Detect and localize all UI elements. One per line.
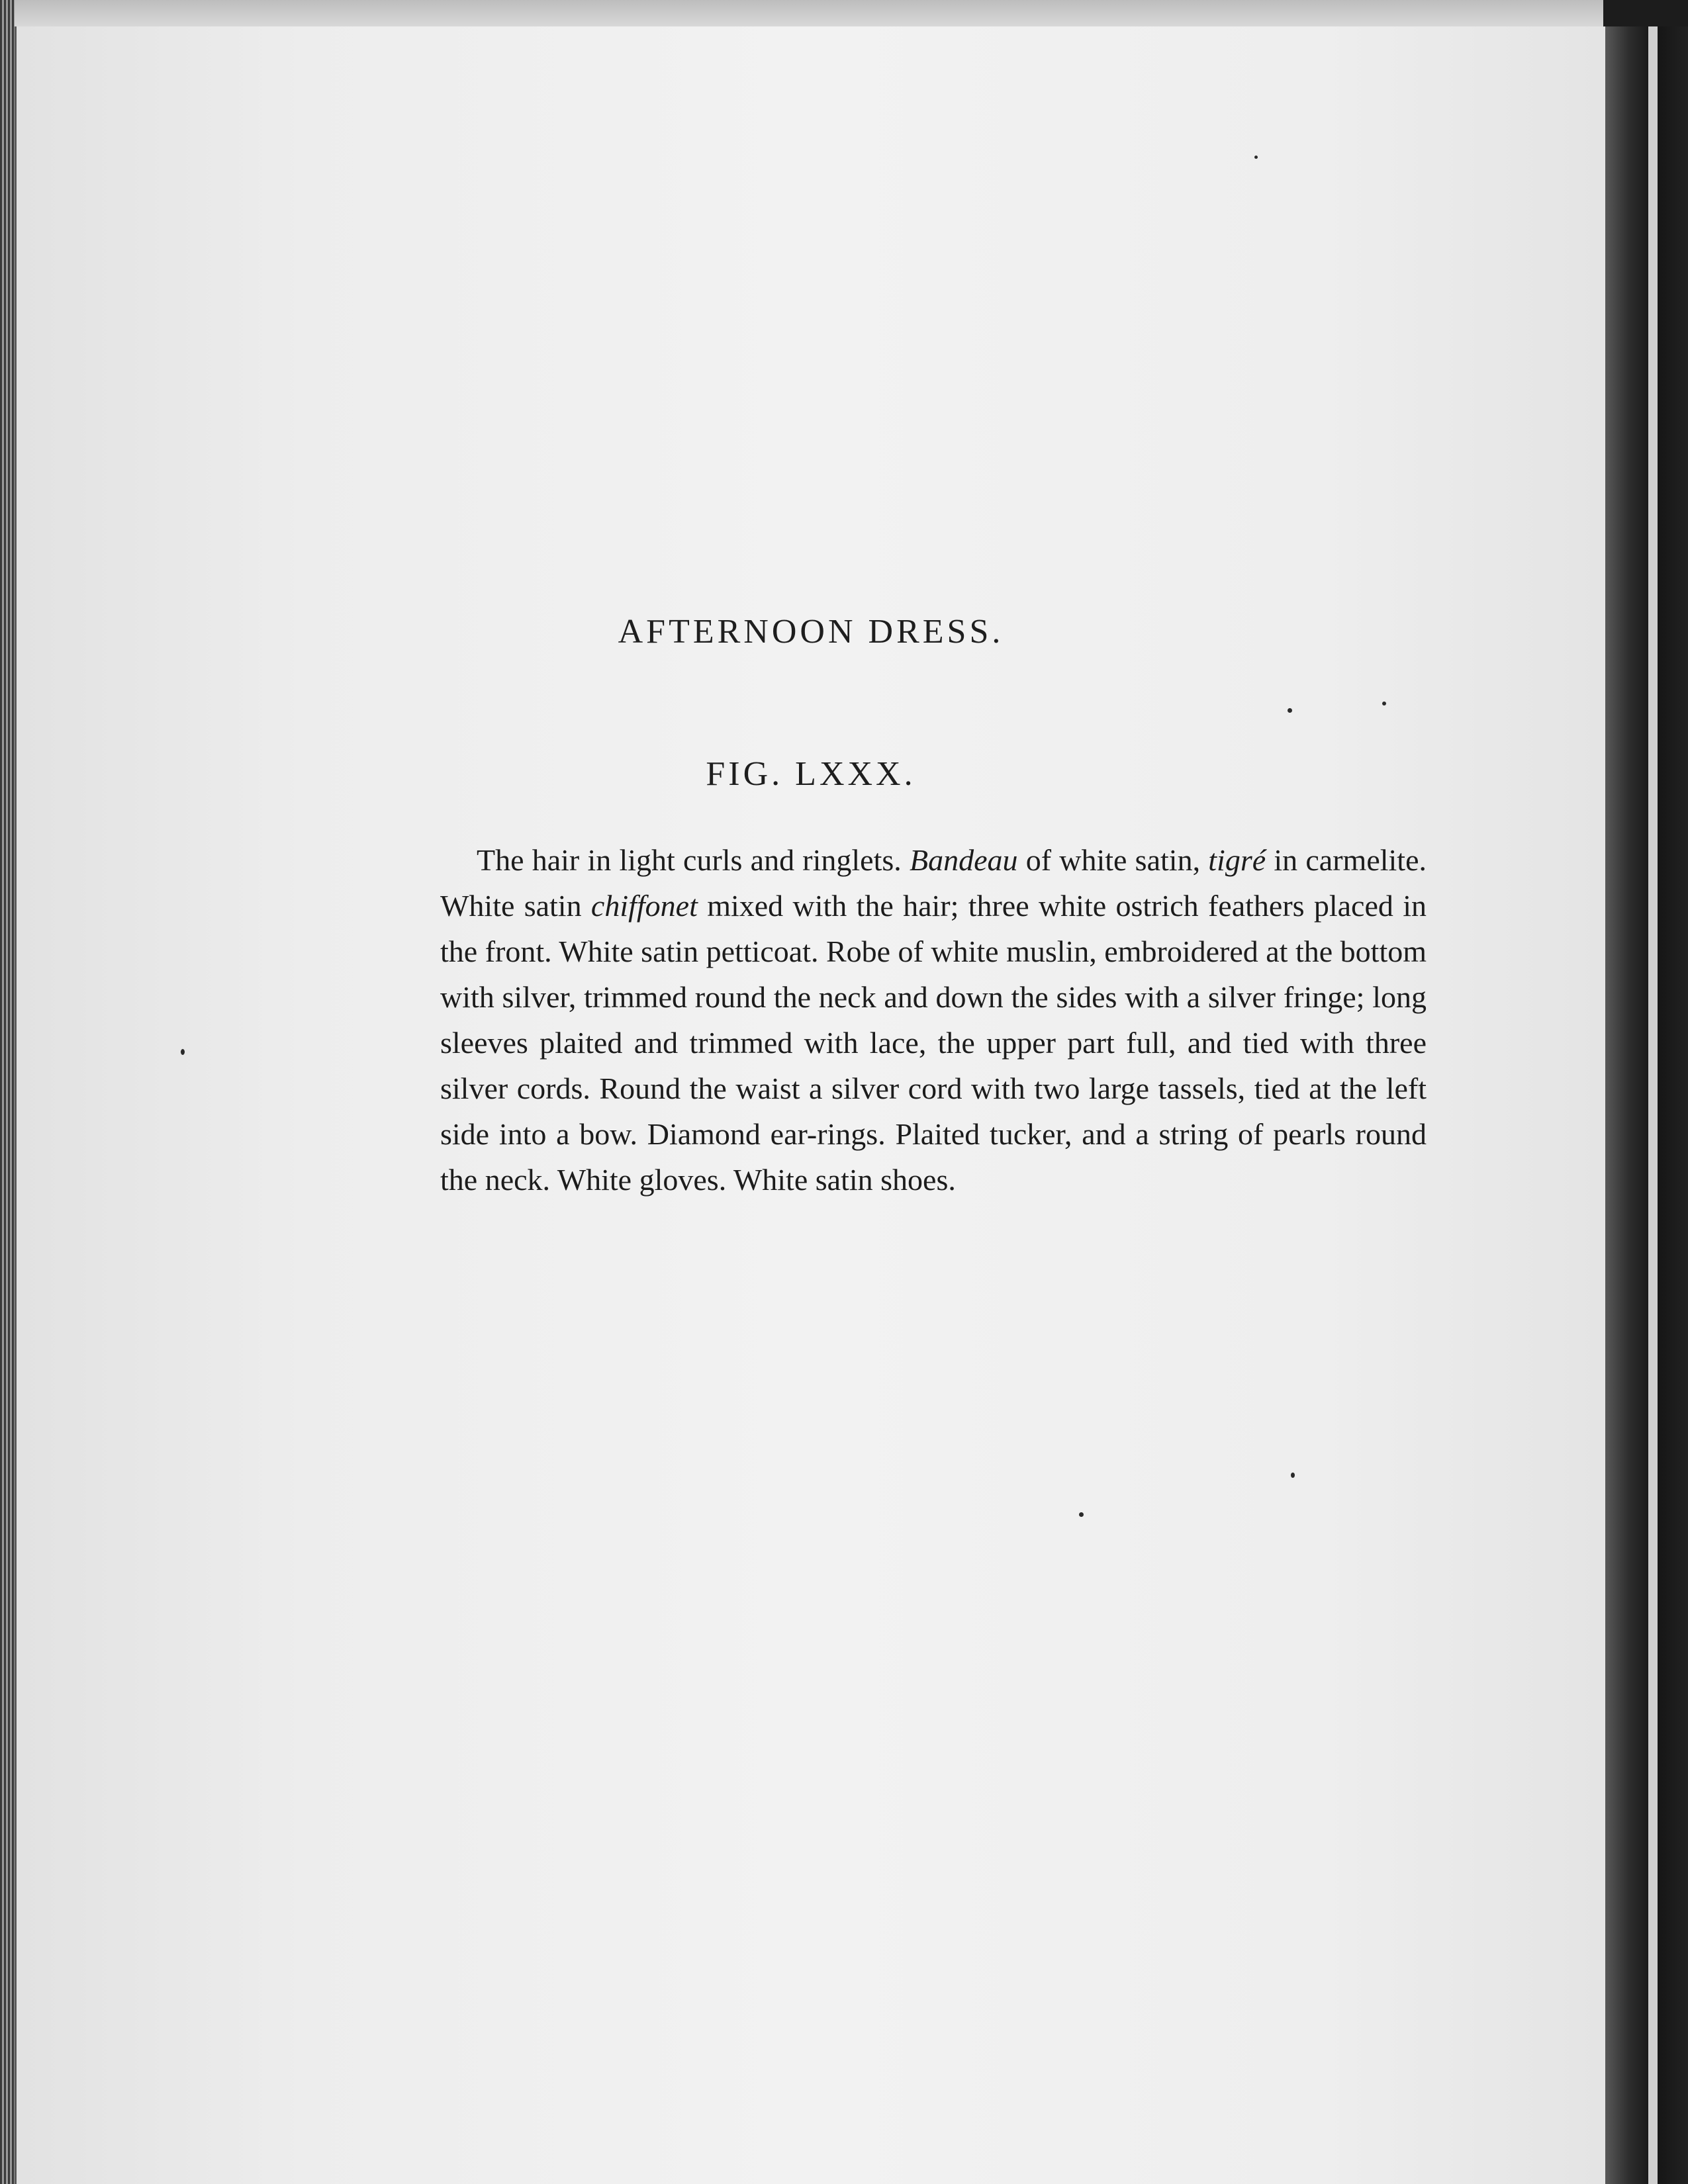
right-shadow	[1603, 26, 1688, 2184]
text-segment: mixed with the hair; three white ostrich feathers placed in the front. White satin petticoat. Robe of white muslin, embroidered at the bottom with silver, trimmed round the neck and down the sides with a silver fringe; long sleeves plaited and trimmed with lace, the upper part full, and tied with three silver cords. Round the waist a silver cord with two large tassels, tied at the left side into a bow. Diamond ear-rings. Plaited tucker, and a string of pearls round the neck. White gloves. White satin shoes.	[440, 889, 1427, 1197]
description-paragraph	[440, 837, 1427, 1203]
scan-edge-strip	[1648, 26, 1658, 2184]
page-title: AFTERNOON DRESS.	[618, 613, 1004, 651]
ink-speck	[1291, 1473, 1295, 1478]
ink-speck	[1382, 702, 1386, 705]
paper-page	[15, 26, 1605, 2184]
top-edge	[15, 0, 1603, 26]
ink-speck	[1288, 708, 1292, 713]
binding-edge	[0, 0, 15, 2184]
italic-term: chiffonet	[590, 889, 698, 923]
italic-term: tigré	[1208, 843, 1266, 877]
ink-speck	[1254, 156, 1258, 159]
figure-label: FIG. LXXX.	[706, 755, 916, 793]
text-segment: of white satin,	[1017, 843, 1209, 877]
italic-term: Bandeau	[910, 843, 1018, 877]
text-segment: The hair in light curls and ringlets.	[477, 843, 910, 877]
ink-speck	[181, 1049, 185, 1055]
text-segment: in carmelite. White satin	[440, 843, 1427, 923]
ink-speck	[1079, 1512, 1084, 1517]
